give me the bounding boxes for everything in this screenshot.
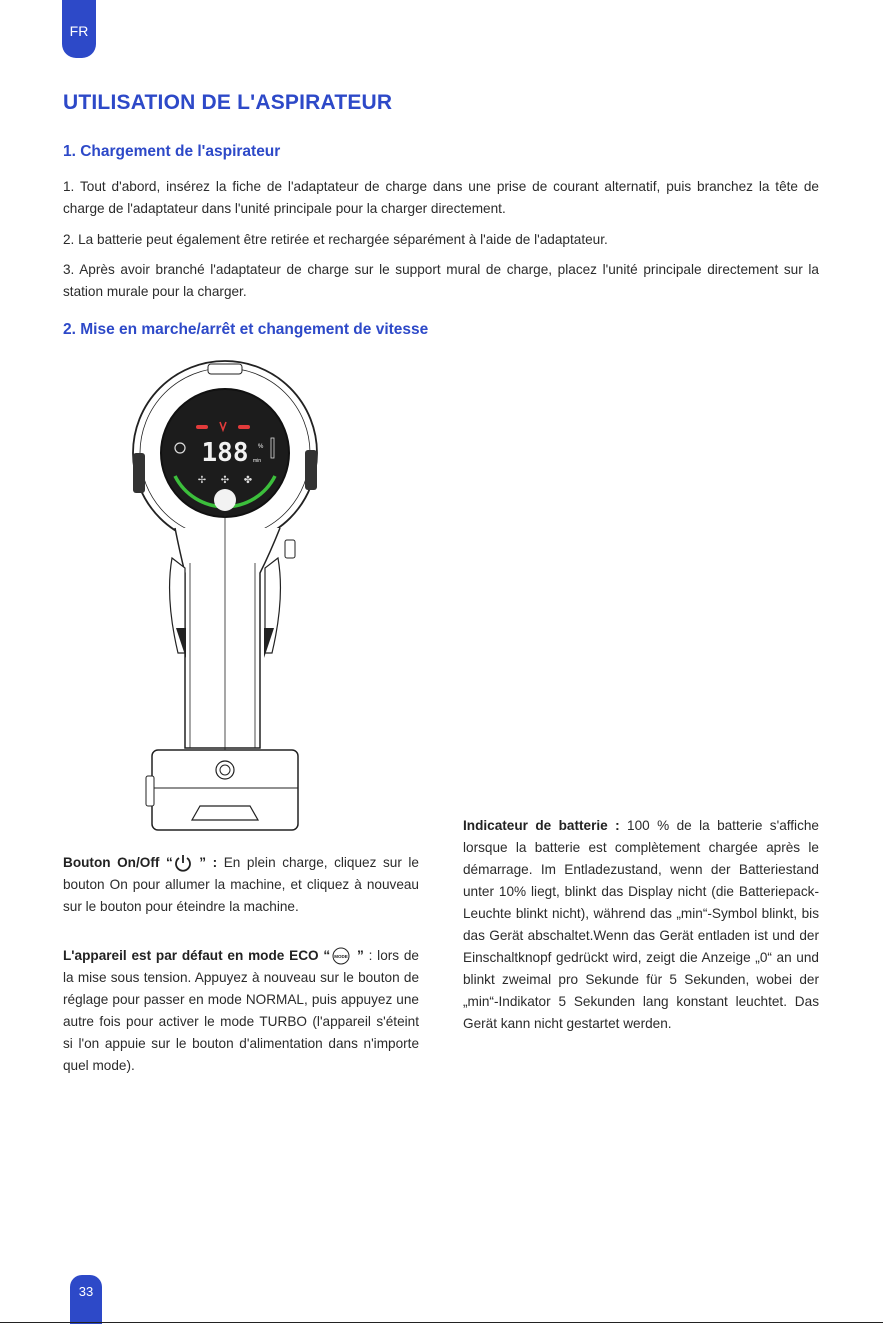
eco-label-pre: L'appareil est par défaut en mode ECO “ [63, 948, 331, 963]
mode-icon-label: MODE [334, 954, 348, 960]
section1-paragraph-1: 1. Tout d'abord, insérez la fiche de l'adaptateur de charge dans une prise de courant alternatif, puis branchez la tête de charge de l'adaptateur dans l'unité principale pour la charger directement. [63, 179, 819, 216]
battery-text: 100 % de la batterie s'affiche lorsque la batterie est complètement chargée après le démarrage. Im Entladezustand, wenn der Batteriestand unter 10% liegt, blinkt das Display nicht (die Batteriepack-Leuchte blinkt nicht), während das „min“-Symbol blinkt, bis das Gerät abschaltet.Wenn das Gerät entladen ist und der Einschaltknopf gedrückt wird, zeigt die Anzeige „0“ an und blinkt zweimal pro Sekunde für 5 Sekunden, wobei der „min“-Indikator 5 Sekunden lang konstant leuchtet. Das Gerät kann nicht gestartet werden. [463, 818, 819, 1031]
display-digits: 188 [201, 438, 249, 468]
eco-fan-icon: ✢ [197, 475, 207, 486]
red-indicator-icon [196, 425, 208, 429]
language-tab [62, 0, 96, 58]
power-icon [173, 853, 193, 873]
mode-button-on-display [214, 489, 236, 511]
onoff-label-pre: Bouton On/Off “ [63, 855, 173, 870]
vacuum-handle-illustration [130, 358, 340, 833]
battery-paragraph [463, 815, 819, 1035]
onoff-label-post: ” : [192, 855, 218, 870]
onoff-paragraph [63, 852, 419, 918]
eco-label-post: ” [352, 948, 364, 963]
section1-paragraph-2: 2. La batterie peut également être retirée et rechargée séparément à l'aide de l'adaptateur. [63, 232, 608, 247]
language-label: FR [69, 23, 89, 39]
power-button-illustration [216, 761, 234, 779]
section2-heading: 2. Mise en marche/arrêt et changement de vitesse [63, 321, 429, 338]
display-min: min [253, 458, 262, 464]
display-percent: % [258, 444, 264, 450]
page-title: UTILISATION DE L'ASPIRATEUR [63, 91, 393, 114]
page-number: 33 [78, 1284, 94, 1299]
clog-indicator-icon [238, 425, 250, 429]
battery-label: Indicateur de batterie : [463, 818, 620, 833]
mode-icon [330, 947, 352, 965]
footer-rule [0, 1322, 883, 1323]
eco-paragraph [63, 945, 419, 1077]
normal-fan-icon: ✣ [220, 475, 230, 486]
eco-text: lors de la mise sous tension. Appuyez à nouveau sur le bouton de réglage pour passer en mode NORMAL, puis appuyez une autre fois pour activer le mode TURBO (l'appareil s'éteint si l'on appuie sur le bouton d'alimentation dans n'importe quel mode). [63, 948, 419, 1073]
section1-paragraph-3: 3. Après avoir branché l'adaptateur de charge sur le support mural de charge, placez l'unité principale directement sur la station murale pour la charger. [63, 262, 819, 299]
eco-colon: : [363, 948, 373, 963]
onoff-text: En plein charge, cliquez sur le bouton On pour allumer la machine, et cliquez à nouveau sur le bouton pour éteindre la machine. [63, 855, 419, 914]
turbo-fan-icon: ✤ [243, 475, 253, 486]
section1-heading: 1. Chargement de l'aspirateur [63, 143, 281, 160]
page-number-tab [70, 1275, 102, 1324]
